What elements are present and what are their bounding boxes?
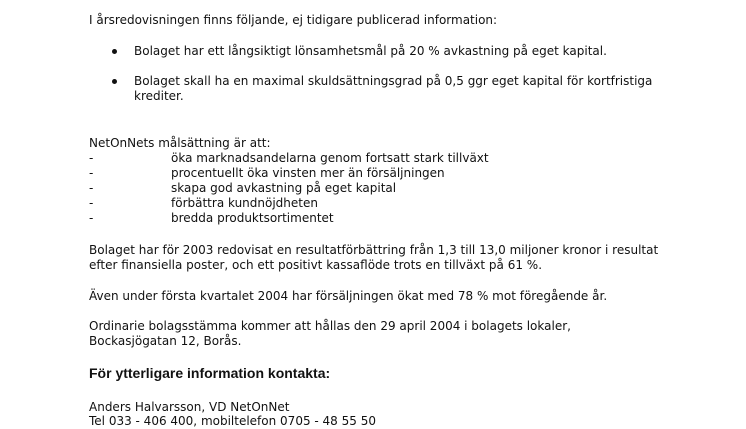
goal-text: bredda produktsortimentet bbox=[171, 211, 334, 225]
dash-marker: - bbox=[89, 166, 94, 180]
goal-text: procentuellt öka vinsten mer än försäljningen bbox=[171, 166, 445, 180]
dash-marker: - bbox=[89, 211, 94, 225]
goal-text: förbättra kundnöjdheten bbox=[171, 196, 318, 210]
bullet-text: Bolaget har ett långsiktigt lönsamhetsmål på 20 % avkastning på eget kapital. bbox=[134, 44, 607, 58]
bullet-dot-icon bbox=[112, 49, 117, 54]
goal-text: öka marknadsandelarna genom fortsatt stark tillväxt bbox=[171, 151, 489, 165]
q1-paragraph: Även under första kvartalet 2004 har försäljningen ökat med 78 % mot föregående år. bbox=[89, 289, 608, 303]
contact-phone: Tel 033 - 406 400, mobiltelefon 0705 - 48 55 50 bbox=[89, 414, 376, 428]
intro-paragraph: I årsredovisningen finns följande, ej tidigare publicerad information: bbox=[89, 13, 498, 27]
dash-marker: - bbox=[89, 196, 94, 210]
result-paragraph: Bolaget har för 2003 redovisat en resultatförbättring från 1,3 till 13,0 miljoner kronor i resultat efter finansiella poster, och ett positivt kassaflöde trots en tillväxt på 61 %. bbox=[89, 243, 659, 272]
dash-marker: - bbox=[89, 181, 94, 195]
bullet-text: Bolaget skall ha en maximal skuldsättningsgrad på 0,5 ggr eget kapital för kortfristiga krediter. bbox=[134, 74, 653, 103]
contact-heading: För ytterligare information kontakta: bbox=[89, 365, 331, 381]
agm-paragraph: Ordinarie bolagsstämma kommer att hållas den 29 april 2004 i bolagets lokaler, Bockasjögatan 12, Borås. bbox=[89, 319, 571, 348]
goals-title: NetOnNets målsättning är att: bbox=[89, 136, 271, 150]
bullet-item bbox=[89, 74, 674, 104]
bullet-dot-icon bbox=[112, 79, 117, 84]
goal-text: skapa god avkastning på eget kapital bbox=[171, 181, 397, 195]
bullet-item bbox=[89, 44, 674, 59]
dash-marker: - bbox=[89, 151, 94, 165]
contact-name: Anders Halvarsson, VD NetOnNet bbox=[89, 400, 290, 414]
annual-report-bullet-list bbox=[89, 44, 674, 119]
